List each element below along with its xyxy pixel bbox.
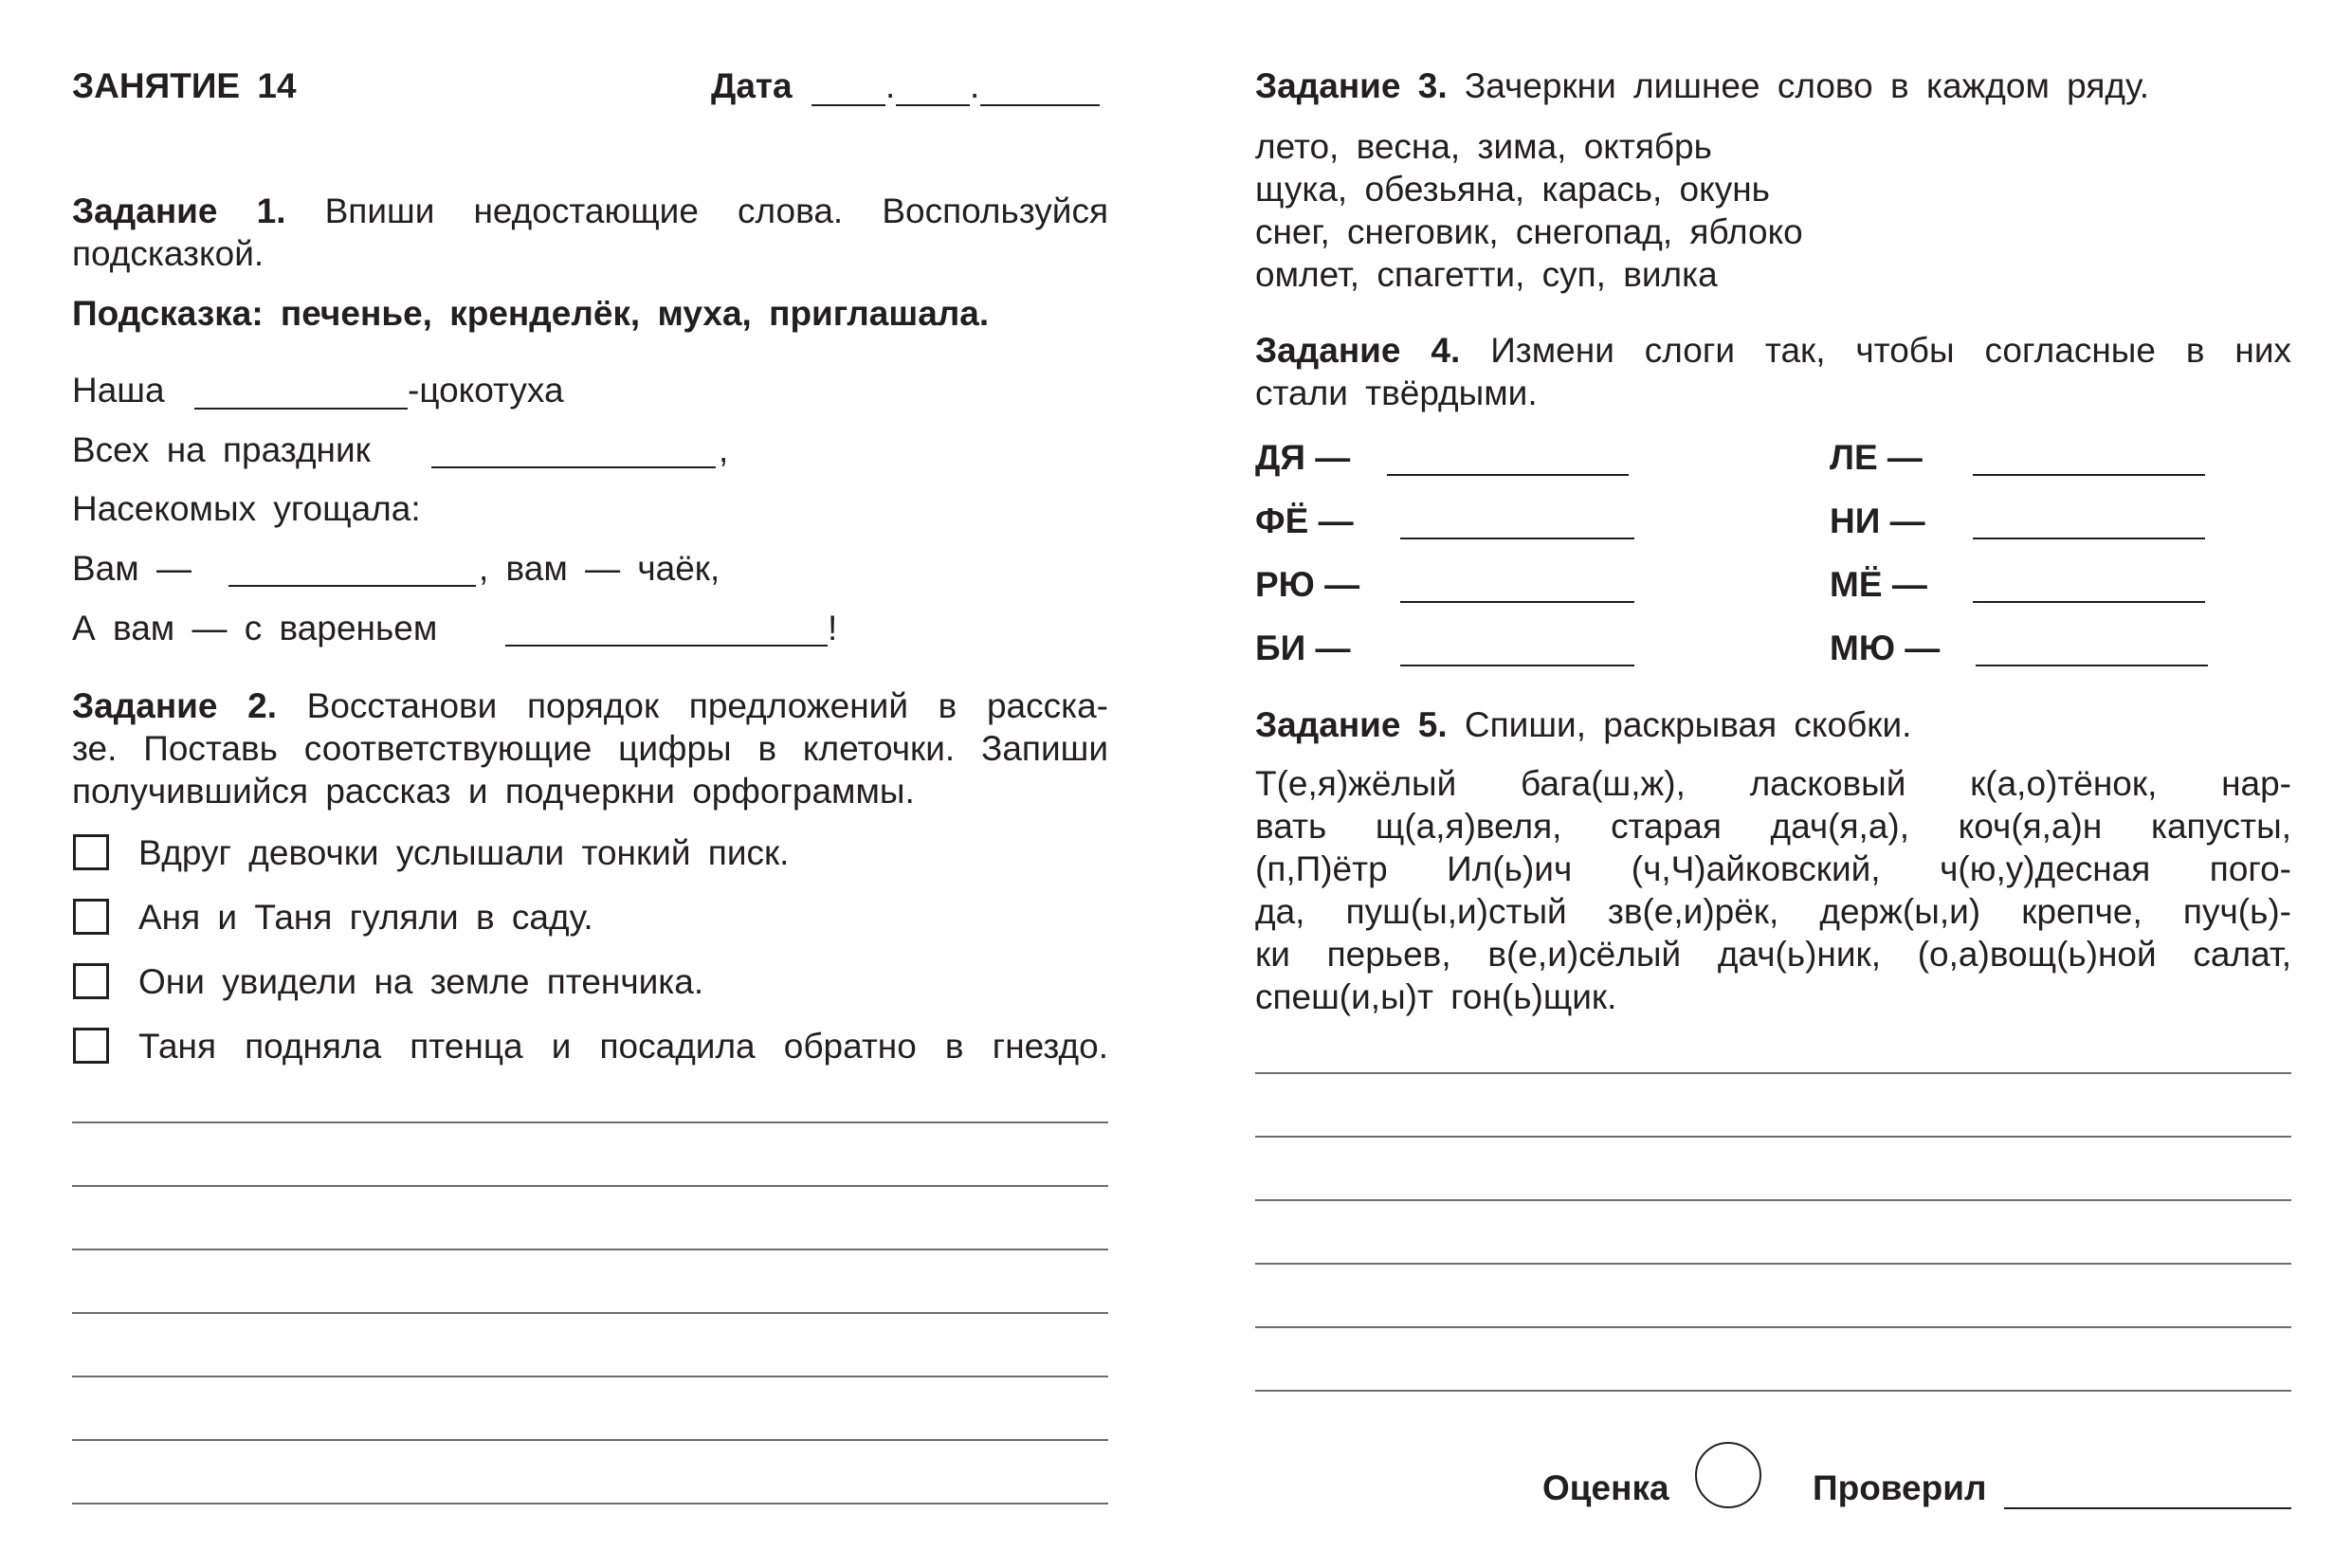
poem-line-1-end: -цокотуха <box>408 371 564 410</box>
task1-heading: Задание 1. <box>72 191 286 230</box>
syllable-answer-field[interactable] <box>1973 474 2205 476</box>
task1-instruction <box>72 190 1108 232</box>
syllable-answer-field[interactable] <box>1400 538 1634 539</box>
syllable-answer-field[interactable] <box>1976 665 2208 666</box>
task3-heading: Задание 3. <box>1255 66 1448 105</box>
poem-line-4-start: Вам — <box>72 549 191 588</box>
poem-blank-3[interactable] <box>228 585 476 587</box>
exercise-text-line: (п,П)ётр Ил(ь)ич (ч,Ч)айковский, ч(ю,у)десная пого- <box>1255 849 2291 888</box>
grade-label: Оценка <box>1542 1468 1669 1507</box>
order-checkbox[interactable] <box>73 963 109 999</box>
task1-text: Впиши недостающие слова. Воспользуйся <box>324 191 1109 230</box>
writing-line[interactable] <box>1255 1263 2291 1265</box>
date-year-field[interactable] <box>980 104 1100 106</box>
task4-heading: Задание 4. <box>1255 331 1461 370</box>
exercise-text-line: ки перьев, в(е,и)сёлый дач(ь)ник, (о,а)вощ(ь)ной салат, <box>1255 935 2291 974</box>
task5-heading: Задание 5. <box>1255 705 1448 744</box>
task2-heading: Задание 2. <box>72 686 277 725</box>
poem-line-1-start: Наша <box>72 371 165 410</box>
word-row: снег, снеговик, снегопад, яблоко <box>1255 212 1803 251</box>
syllable-label: БИ — <box>1255 629 1351 667</box>
task5-instruction <box>1255 703 1911 746</box>
task2-text-line-2: зе. Поставь соответствующие цифры в клеточки. Запиши <box>72 729 1108 768</box>
date-month-field[interactable] <box>896 104 970 106</box>
poem-line-3: Насекомых угощала: <box>72 489 421 528</box>
writing-line[interactable] <box>72 1439 1108 1441</box>
lesson-title: ЗАНЯТИЕ 14 <box>72 66 297 105</box>
syllable-label: НИ — <box>1830 501 1925 540</box>
writing-line[interactable] <box>1255 1136 2291 1138</box>
poem-blank-4[interactable] <box>505 645 828 647</box>
date-separator: . <box>885 66 896 105</box>
syllable-label: МЁ — <box>1830 565 1927 604</box>
writing-line[interactable] <box>72 1185 1108 1187</box>
writing-line[interactable] <box>1255 1326 2291 1328</box>
task2-instruction <box>72 684 1108 727</box>
writing-line[interactable] <box>72 1376 1108 1377</box>
task4-text: Измени слоги так, чтобы согласные в них <box>1490 331 2291 370</box>
syllable-label: ФЁ — <box>1255 501 1354 540</box>
word-row: щука, обезьяна, карась, окунь <box>1255 170 1770 209</box>
poem-line-2-start: Всех на праздник <box>72 430 371 469</box>
word-row: омлет, спагетти, суп, вилка <box>1255 255 1718 294</box>
syllable-answer-field[interactable] <box>1400 601 1634 603</box>
grade-circle[interactable] <box>1695 1442 1761 1508</box>
task4-instruction <box>1255 329 2291 372</box>
syllable-label: РЮ — <box>1255 565 1360 604</box>
date-day-field[interactable] <box>811 104 885 106</box>
date-label: Дата <box>711 66 793 105</box>
order-checkbox[interactable] <box>73 834 109 870</box>
writing-line[interactable] <box>1255 1199 2291 1201</box>
word-row: лето, весна, зима, октябрь <box>1255 127 1712 166</box>
syllable-answer-field[interactable] <box>1387 474 1629 476</box>
exercise-text-line: вать щ(а,я)веля, старая дач(я,а), коч(я,а)н капусты, <box>1255 807 2291 846</box>
task3-instruction <box>1255 64 2149 107</box>
sentence-item: Аня и Таня гуляли в саду. <box>138 898 593 937</box>
poem-line-5-start: А вам — с вареньем <box>72 609 438 647</box>
writing-line[interactable] <box>1255 1072 2291 1074</box>
task2-text: Восстанови порядок предложений в расска- <box>306 686 1108 725</box>
syllable-label: МЮ — <box>1830 629 1941 667</box>
task1-hint: Подсказка: печенье, кренделёк, муха, приглашала. <box>72 294 990 333</box>
sentence-item: Вдруг девочки услышали тонкий писк. <box>138 833 790 872</box>
syllable-answer-field[interactable] <box>1973 538 2205 539</box>
writing-line[interactable] <box>72 1312 1108 1314</box>
syllable-label: ЛЕ — <box>1830 438 1923 477</box>
checked-by-field[interactable] <box>2004 1507 2291 1509</box>
poem-line-2-end: , <box>719 430 729 469</box>
exercise-text-line: Т(е,я)жёлый бага(ш,ж), ласковый к(а,о)тёнок, нар- <box>1255 764 2291 803</box>
checked-by-label: Проверил <box>1813 1468 1987 1507</box>
exercise-text-line: да, пуш(ы,и)стый зв(е,и)рёк, держ(ы,и) крепче, пуч(ь)- <box>1255 892 2291 931</box>
syllable-answer-field[interactable] <box>1400 665 1634 666</box>
task5-text: Спиши, раскрывая скобки. <box>1464 705 1912 744</box>
exercise-text-line: спеш(и,ы)т гон(ь)щик. <box>1255 977 1617 1016</box>
poem-line-5-end: ! <box>828 609 838 647</box>
syllable-label: ДЯ — <box>1255 438 1351 477</box>
task3-text: Зачеркни лишнее слово в каждом ряду. <box>1464 66 2150 105</box>
writing-line[interactable] <box>1255 1390 2291 1392</box>
task2-text-line-3: получившийся рассказ и подчеркни орфограммы. <box>72 772 915 811</box>
order-checkbox[interactable] <box>73 1028 109 1064</box>
sentence-item: Они увидели на земле птенчика. <box>138 962 704 1001</box>
date-separator: . <box>970 66 980 105</box>
task4-text-continued: стали твёрдыми. <box>1255 374 1538 412</box>
poem-line-4-end: , вам — чаёк, <box>479 549 720 588</box>
order-checkbox[interactable] <box>73 899 109 935</box>
writing-line[interactable] <box>72 1121 1108 1123</box>
writing-line[interactable] <box>72 1249 1108 1250</box>
syllable-answer-field[interactable] <box>1973 601 2205 603</box>
writing-line[interactable] <box>72 1503 1108 1504</box>
task1-text-continued: подсказкой. <box>72 234 264 273</box>
poem-blank-1[interactable] <box>194 408 408 410</box>
sentence-item: Таня подняла птенца и посадила обратно в гнездо. <box>138 1027 1108 1066</box>
poem-blank-2[interactable] <box>431 466 716 468</box>
